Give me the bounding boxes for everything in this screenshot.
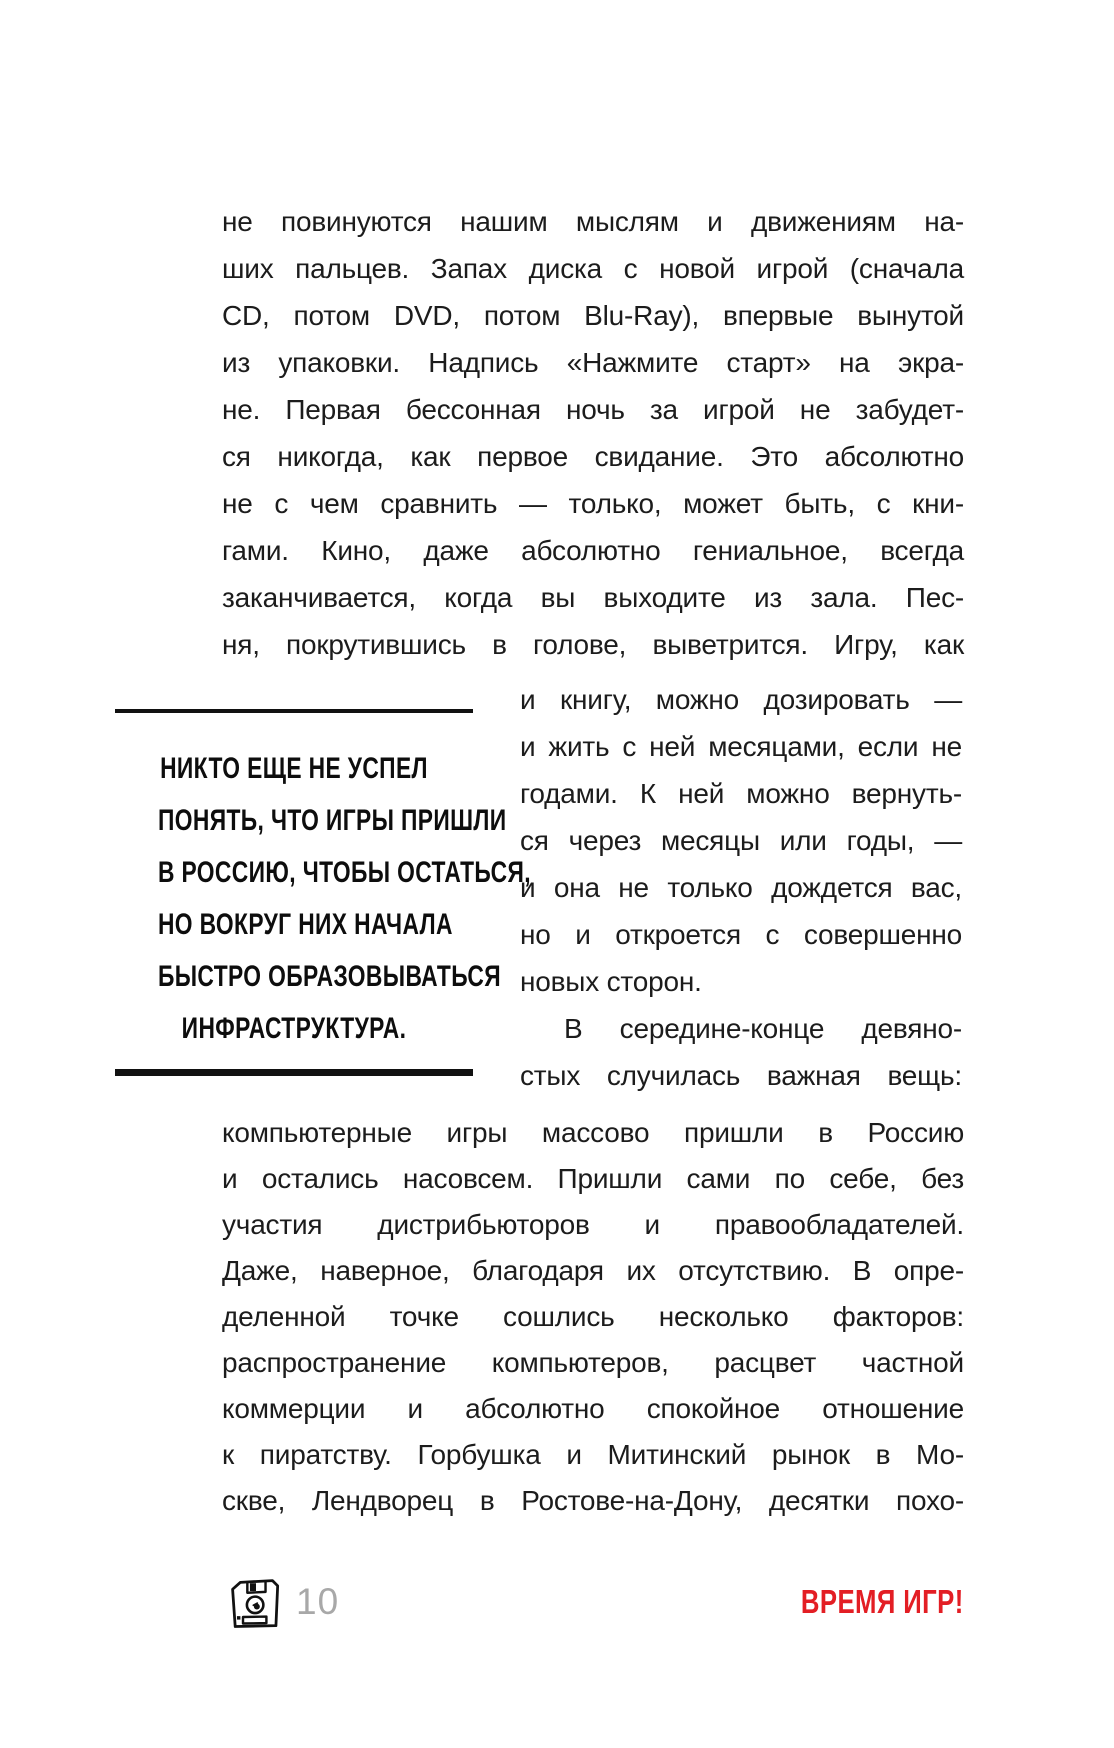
- text-line: Даже, наверное, благодаря их отсутствию. В опре-: [222, 1255, 964, 1286]
- pull-quote-text: [157, 743, 531, 1055]
- text-line: и она не только дождется вас,: [520, 872, 962, 903]
- text-line: и книгу, можно дозировать —: [520, 684, 962, 715]
- text-line: и остались насовсем. Пришли сами по себе, без: [222, 1163, 964, 1194]
- pull-quote-line: БЫСТРО ОБРАЗОВЫВАТЬСЯ: [157, 960, 502, 993]
- text-line: но и откроется с совершенно: [520, 919, 962, 950]
- text-line: новых сторон.: [520, 966, 702, 997]
- text-line: коммерции и абсолютно спокойное отношение: [222, 1393, 964, 1424]
- text-line: скве, Лендворец в Ростове-на-Дону, десятки похо-: [222, 1485, 964, 1516]
- text-line: ших пальцев. Запах диска с новой игрой (сначала: [222, 253, 964, 284]
- paragraph-full-width: [222, 1110, 964, 1524]
- text-line: стых случилась важная вещь:: [520, 1060, 962, 1091]
- text-line: не повинуются нашим мыслям и движениям на-: [222, 206, 964, 237]
- text-line: ся никогда, как первое свидание. Это абсолютно: [222, 441, 964, 472]
- page-number: 10: [296, 1581, 340, 1622]
- text-line: к пиратству. Горбушка и Митинский рынок в Мо-: [222, 1439, 964, 1470]
- text-line: ня, покрутившись в голове, выветрится. Игру, как: [222, 629, 964, 660]
- text-line: ся через месяцы или годы, —: [520, 825, 962, 856]
- pull-quote-line: НИКТО ЕЩЕ НЕ УСПЕЛ: [160, 752, 428, 785]
- paragraph-continuation: [222, 198, 964, 668]
- right-column-text: [520, 676, 962, 1099]
- running-title: ВРЕМЯ ИГР!: [801, 1583, 964, 1620]
- text-line: CD, потом DVD, потом Blu-Ray), впервые вынутой: [222, 300, 964, 331]
- pull-quote-line: В РОССИЮ, ЧТОБЫ ОСТАТЬСЯ,: [157, 856, 531, 889]
- text-line: деленной точке сошлись несколько факторов:: [222, 1301, 964, 1332]
- text-line: участия дистрибьюторов и правообладателей.: [222, 1209, 964, 1240]
- text-line: годами. К ней можно вернуть-: [520, 778, 962, 809]
- text-line: компьютерные игры массово пришли в Россию: [222, 1117, 964, 1148]
- text-line: распространение компьютеров, расцвет частной: [222, 1347, 964, 1378]
- floppy-disk-icon: [228, 1578, 284, 1630]
- text-line: гами. Кино, даже абсолютно гениальное, всегда: [222, 535, 964, 566]
- text-line: из упаковки. Надпись «Нажмите старт» на экра-: [222, 347, 964, 378]
- pull-quote-line: ПОНЯТЬ, ЧТО ИГРЫ ПРИШЛИ: [157, 804, 507, 837]
- pull-quote-box: [115, 709, 531, 1076]
- pull-quote-line: НО ВОКРУГ НИХ НАЧАЛА: [157, 908, 453, 941]
- text-line: не. Первая бессонная ночь за игрой не забудет-: [222, 394, 964, 425]
- text-line: В середине-конце девяно-: [564, 1013, 962, 1044]
- text-line: не с чем сравнить — только, может быть, с кни-: [222, 488, 964, 519]
- pull-quote-line: ИНФРАСТРУКТУРА.: [181, 1012, 407, 1045]
- text-line: и жить с ней месяцами, если не: [520, 731, 962, 762]
- text-line: заканчивается, когда вы выходите из зала. Пес-: [222, 582, 964, 613]
